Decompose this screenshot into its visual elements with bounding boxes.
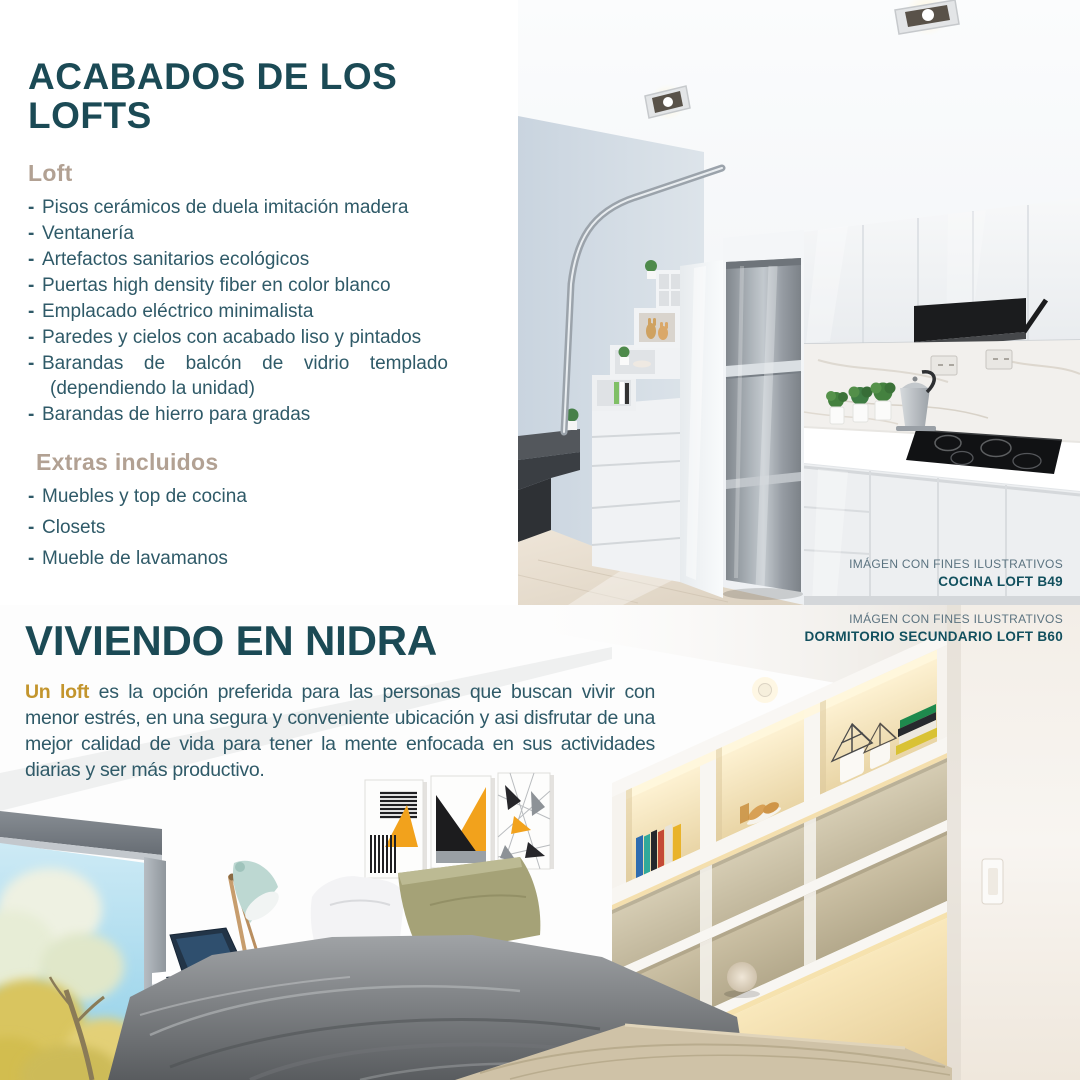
photo-caption-bedroom	[804, 612, 1063, 646]
list-item: - Puertas high density fiber en color blanco	[28, 274, 391, 296]
art-frame-triangles	[431, 776, 495, 868]
loft-list	[28, 195, 448, 427]
list-dash: -	[28, 300, 35, 322]
lead-text: Un loft	[25, 681, 90, 703]
list-item: - Paredes y cielos con acabado liso y pintados	[28, 326, 422, 348]
art-frame-mosaic	[498, 773, 554, 869]
art-frame-stripes	[365, 780, 427, 878]
loft-subheading: Loft	[28, 159, 73, 186]
caption-title: DORMITORIO SECUNDARIO LOFT B60	[804, 629, 1063, 644]
list-item: - Ventanería	[28, 222, 134, 244]
caption-title: COCINA LOFT B49	[938, 574, 1063, 590]
refrigerator	[723, 230, 804, 600]
wall-art-frames	[365, 773, 554, 878]
list-dash: -	[28, 547, 35, 569]
living-heading: VIVIENDO EN NIDRA	[25, 617, 437, 664]
light-switch	[982, 859, 1003, 904]
finishes-title: ACABADOS DE LOS LOFTS	[28, 56, 398, 136]
living-paragraph	[25, 679, 655, 783]
list-dash: -	[28, 352, 35, 374]
list-item: - Pisos cerámicos de duela imitación madera	[28, 196, 409, 218]
right-wall	[947, 605, 1080, 1080]
extras-subheading: Extras incluidos	[36, 448, 219, 475]
list-item: - Artefactos sanitarios ecológicos	[28, 248, 310, 270]
list-item: - Mueble de lavamanos	[28, 547, 228, 569]
caption-note: IMÁGEN CON FINES ILUSTRATIVOS	[849, 612, 1063, 626]
finishes-panel	[0, 0, 518, 605]
photo-caption-kitchen	[849, 557, 1063, 591]
list-item: - Closets	[28, 516, 106, 538]
list-dash: -	[28, 485, 35, 507]
kitchen-illustration	[518, 0, 1080, 605]
list-dash: -	[28, 516, 35, 538]
list-dash: -	[28, 274, 35, 296]
list-dash: -	[28, 222, 35, 244]
list-item: - Barandas de balcón de vidrio templado (dependiendo la unidad)	[28, 352, 448, 399]
list-dash: -	[28, 196, 35, 218]
list-dash: -	[28, 326, 35, 348]
list-item: - Barandas de hierro para gradas	[28, 403, 311, 425]
kitchen-photo	[518, 0, 1080, 605]
list-dash: -	[28, 248, 35, 270]
living-section	[25, 617, 665, 783]
list-item: - Muebles y top de cocina	[28, 485, 247, 507]
caption-note: IMÁGEN CON FINES ILUSTRATIVOS	[849, 557, 1063, 572]
extras-list	[28, 484, 448, 571]
marble-backsplash	[804, 340, 1080, 442]
paragraph-text: es la opción preferida para las personas que buscan vivir con menor estrés, en una segura y conveniente ubicación y asi disfrutar de una mejor calidad de vida para tener la mente enfocada en sus actividades diarias y ser más productivo.	[25, 681, 655, 781]
list-dash: -	[28, 403, 35, 425]
list-item: - Emplacado eléctrico minimalista	[28, 300, 314, 322]
